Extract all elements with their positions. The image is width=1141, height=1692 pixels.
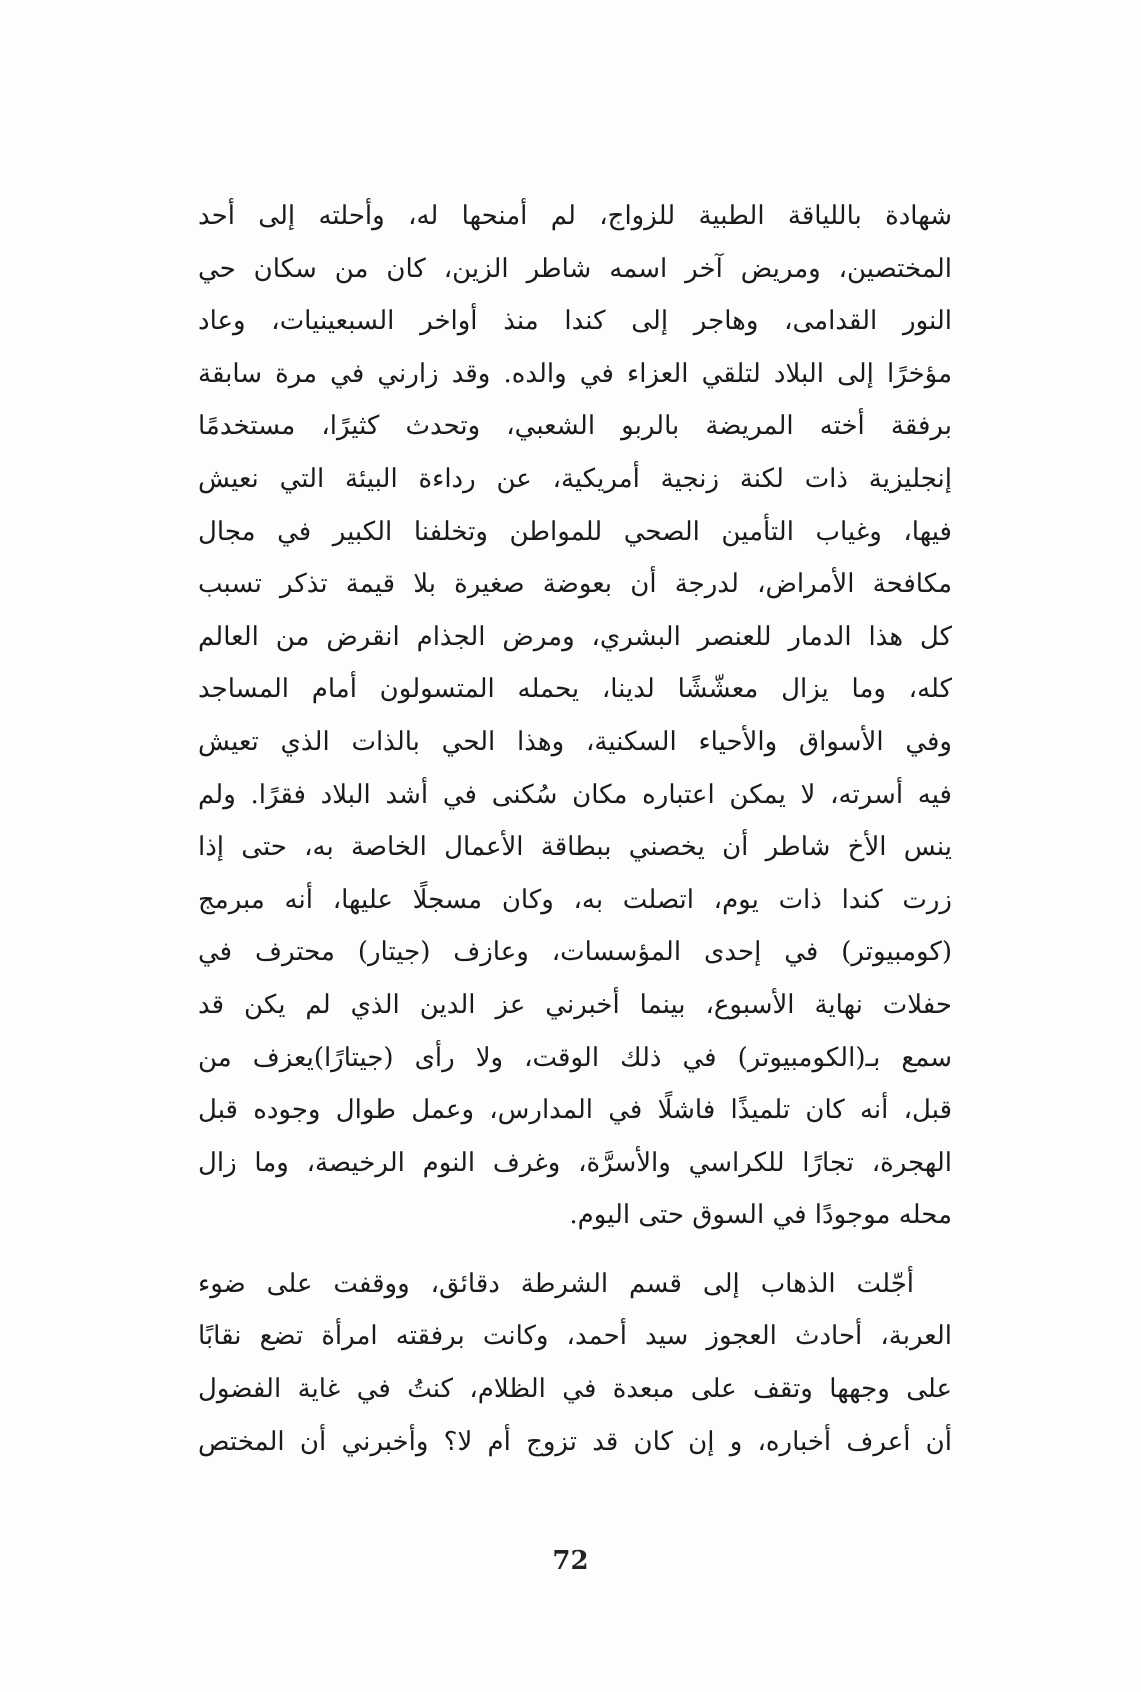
text-line: شهادة باللياقة الطبية للزواج، لم أمنحها له، وأحلته إلى أحد — [198, 201, 952, 231]
text-line: فيه أسرته، لا يمكن اعتباره مكان سُكنى في أشد البلاد فقرًا. ولم — [198, 779, 952, 810]
text-line: مؤخرًا إلى البلاد لتلقي العزاء في والده. وقد زارني في مرة سابقة — [198, 358, 952, 389]
text-line: كله، وما يزال معشّشًا لدينا، يحمله المتسولون أمام المساجد — [198, 674, 952, 705]
text-line: حفلات نهاية الأسبوع، بينما أخبرني عز الدين الذي لم يكن قد — [198, 989, 952, 1020]
text-line: أجّلت الذهاب إلى قسم الشرطة دقائق، ووقفت على ضوء — [198, 1268, 914, 1299]
text-line: برفقة أخته المريضة بالربو الشعبي، وتحدث كثيرًا، مستخدمًا — [198, 411, 952, 442]
text-line: فيها، وغياب التأمين الصحي للمواطن وتخلفنا الكبير في مجال — [198, 516, 952, 547]
text-line: وفي الأسواق والأحياء السكنية، وهذا الحي بالذات الذي تعيش — [198, 726, 952, 757]
text-line: (كومبيوتر) في إحدى المؤسسات، وعازف (جيتار) محترف في — [198, 937, 952, 968]
text-line: المختصين، ومريض آخر اسمه شاطر الزين، كان من سكان حي — [198, 253, 952, 284]
text-line: النور القدامى، وهاجر إلى كندا منذ أواخر السبعينيات، وعاد — [198, 306, 952, 337]
paragraph-1 — [198, 190, 952, 1242]
text-line: زرت كندا ذات يوم، اتصلت به، وكان مسجلًا عليها، أنه مبرمج — [198, 884, 952, 915]
text-line: أن أعرف أخباره، و إن كان قد تزوج أم لا؟ وأخبرني أن المختص — [198, 1426, 952, 1457]
paragraph-2 — [198, 1258, 952, 1468]
text-line: قبل، أنه كان تلميذًا فاشلًا في المدارس، وعمل طوال وجوده قبل — [198, 1095, 952, 1126]
text-line: كل هذا الدمار للعنصر البشري، ومرض الجذام انقرض من العالم — [198, 621, 952, 652]
text-line: سمع بـ(الكومبيوتر) في ذلك الوقت، ولا رأى (جيتارًا)يعزف من — [198, 1042, 952, 1073]
text-line: العربة، أحادث العجوز سيد أحمد، وكانت برفقته امرأة تضع نقابًا — [198, 1321, 952, 1352]
body-text — [198, 190, 952, 1468]
text-line: على وجهها وتقف على مبعدة في الظلام، كنتُ في غاية الفضول — [198, 1374, 952, 1405]
text-line: محله موجودًا في السوق حتى اليوم. — [569, 1200, 952, 1231]
text-line: الهجرة، تجارًا للكراسي والأسرَّة، وغرف النوم الرخيصة، وما زال — [198, 1147, 952, 1178]
text-line: إنجليزية ذات لكنة زنجية أمريكية، عن رداءة البيئة التي نعيش — [198, 463, 952, 494]
paragraph-gap — [198, 1242, 952, 1258]
text-line: ينس الأخ شاطر أن يخصني ببطاقة الأعمال الخاصة به، حتى إذا — [198, 832, 952, 863]
page-number: 72 — [552, 1546, 589, 1576]
text-line: مكافحة الأمراض، لدرجة أن بعوضة صغيرة بلا قيمة تذكر تسبب — [198, 569, 952, 600]
